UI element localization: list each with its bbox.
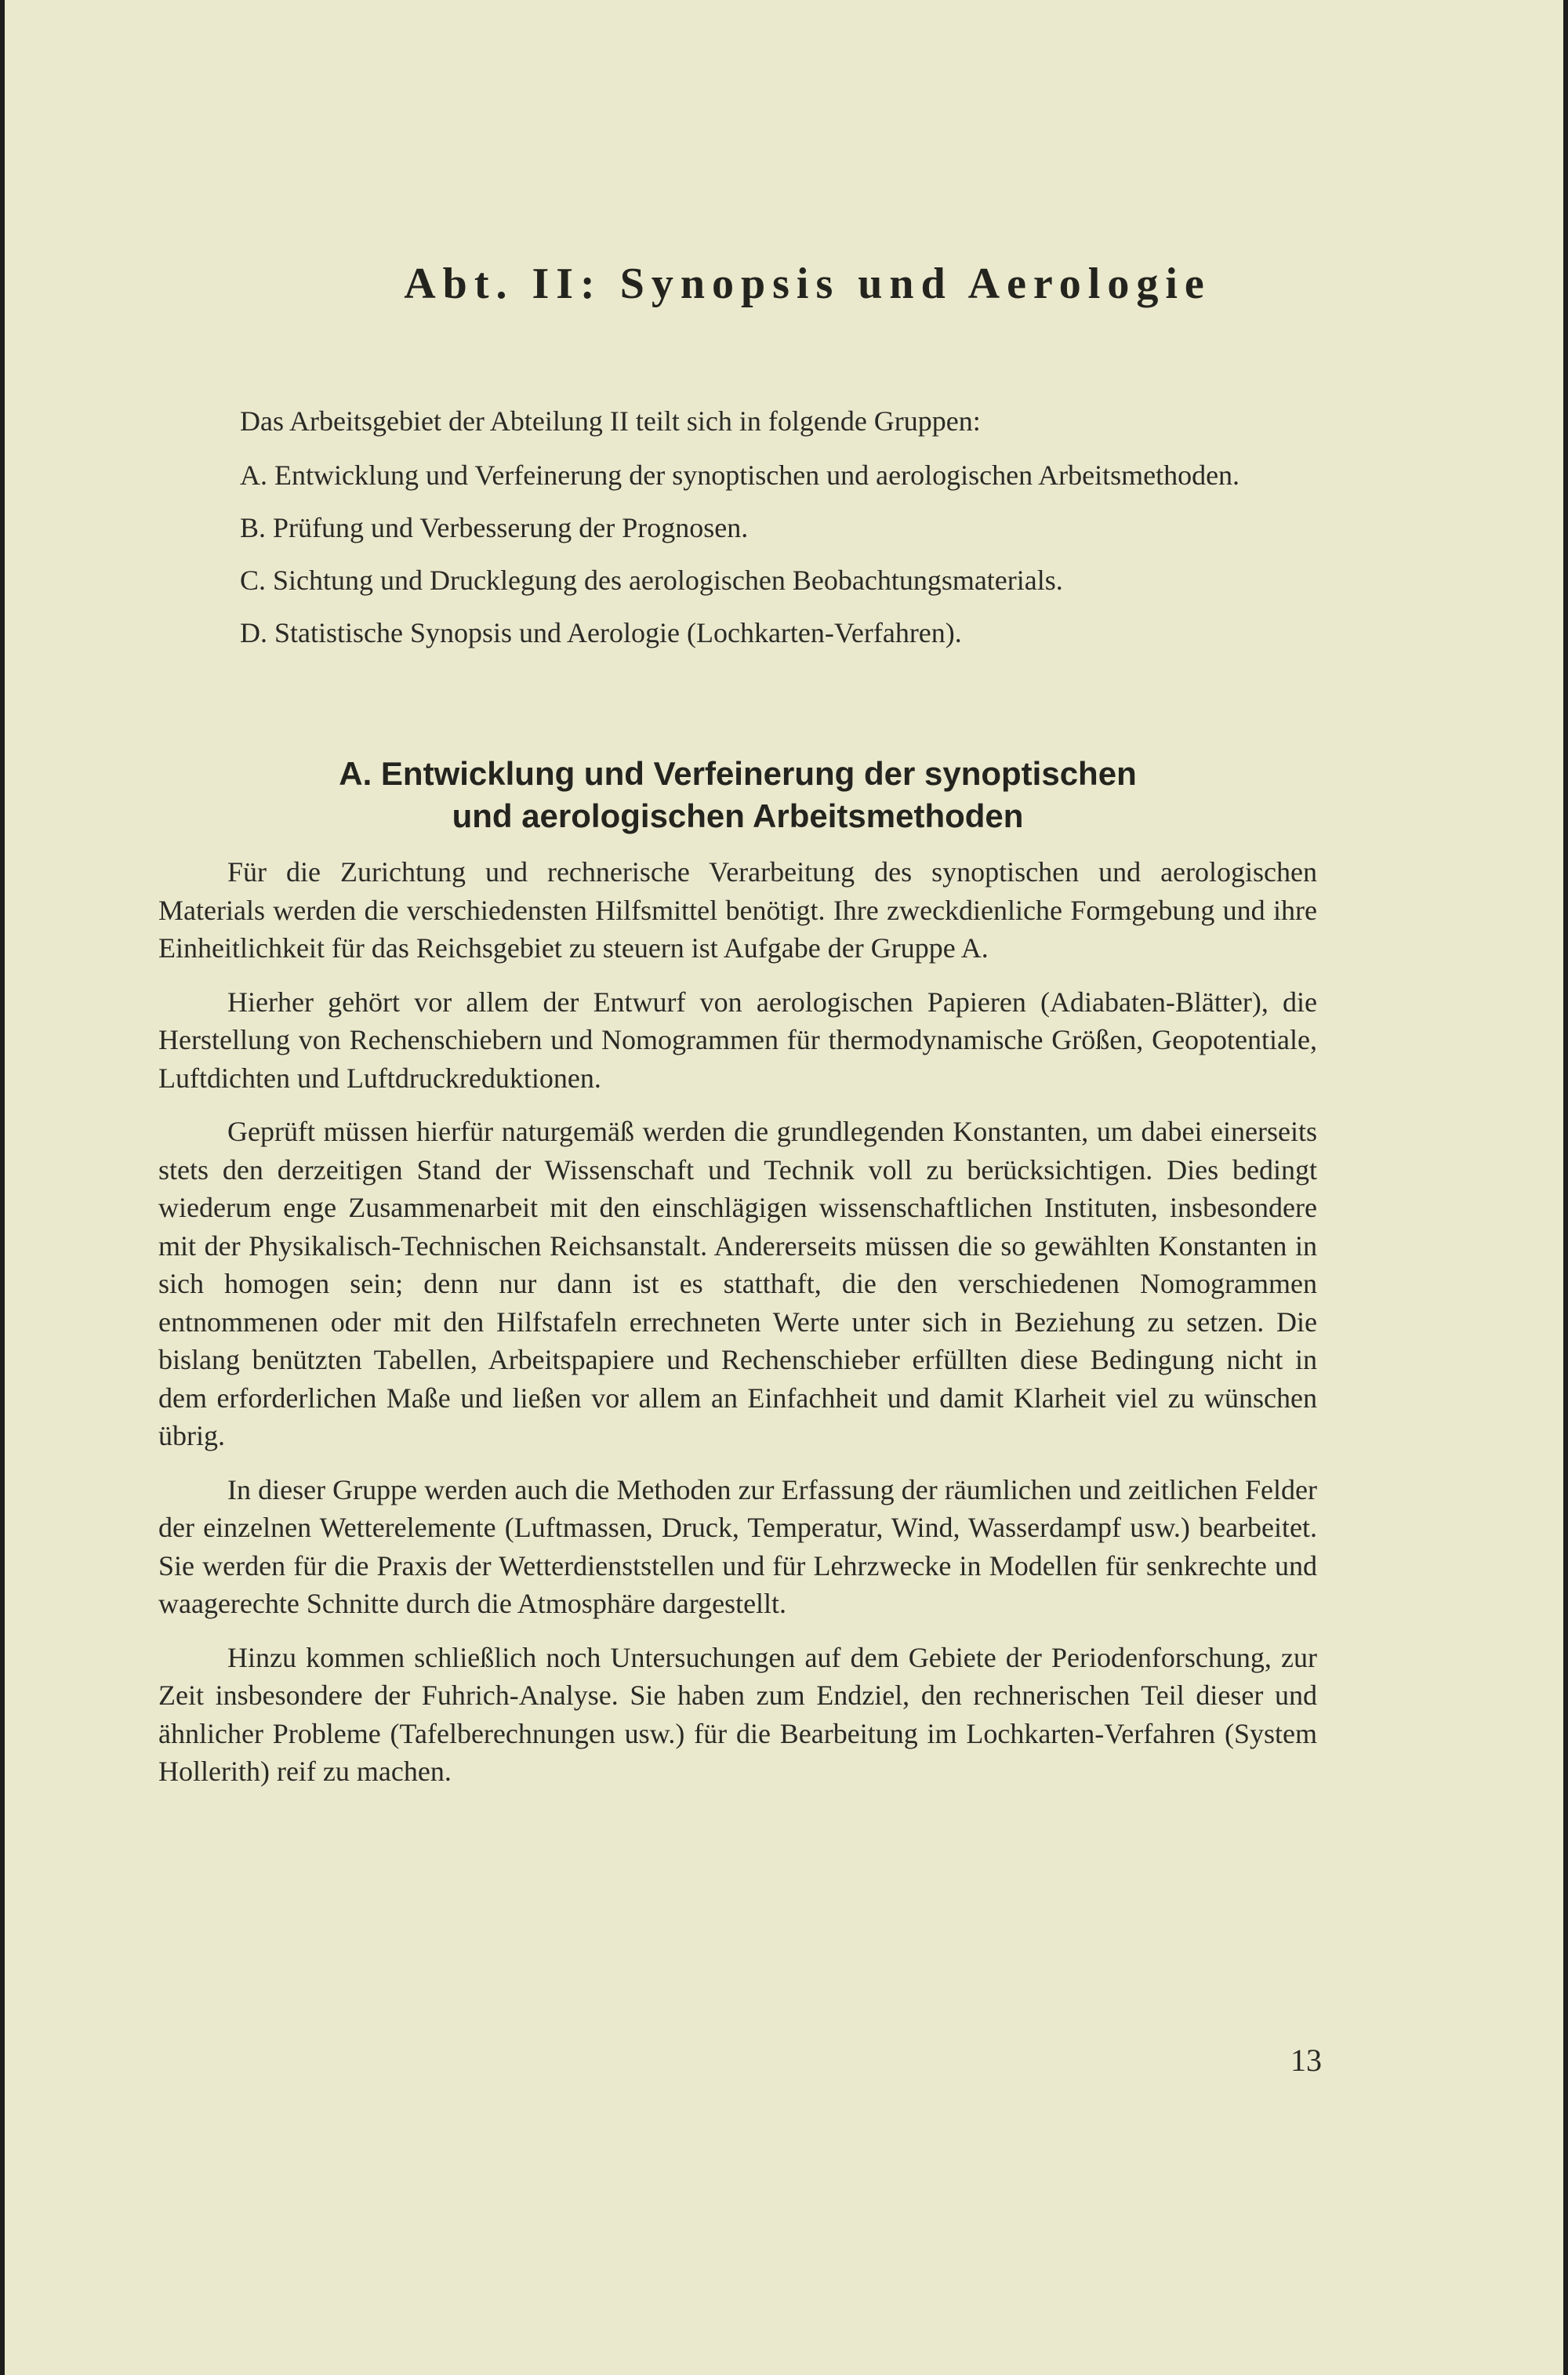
paragraph-2: Hierher gehört vor allem der Entwurf von aerologischen Papieren (Adiabaten-Blätter), die Herstellung von Rechenschiebern und Nomogrammen für thermodynamische Größen, Geopotentiale, Luftdichten und Luftdruckreduktionen. <box>158 986 1317 1094</box>
intro-block <box>158 400 1317 664</box>
paragraph-5: Hinzu kommen schließlich noch Untersuchungen auf dem Gebiete der Periodenforschung, zur Zeit insbesondere der Fuhrich-Analyse. Sie haben zum Endziel, den rechnerischen Teil dieser und ähnlicher Probleme (Tafelberechnungen usw.) für die Bearbeitung im Lochkarten-Verfahren (System Hollerith) reif zu machen. <box>158 1641 1317 1787</box>
section-heading-line-1: A. Entwicklung und Verfeinerung der synoptischen <box>339 755 1137 792</box>
group-item-a: A. Entwicklung und Verfeinerung der synoptischen und aerologischen Arbeitsmethoden. <box>240 459 1240 491</box>
group-item-d: D. Statistische Synopsis und Aerologie (Lochkarten-Verfahren). <box>240 617 962 648</box>
scanned-page <box>5 0 1563 2375</box>
section-heading <box>158 753 1317 837</box>
group-item-c: C. Sichtung und Drucklegung des aerologischen Beobachtungsmaterials. <box>240 565 1063 596</box>
body-text <box>158 853 1317 1807</box>
page-number: 13 <box>1290 2043 1322 2078</box>
paragraph-1: Für die Zurichtung und rechnerische Verarbeitung des synoptischen und aerologischen Materials werden die verschiedensten Hilfsmittel benötigt. Ihre zweckdienliche Formgebung und ihre Einheitlichkeit für das Reichsgebiet zu steuern ist Aufgabe der Gruppe A. <box>158 856 1317 964</box>
paragraph-4: In dieser Gruppe werden auch die Methoden zur Erfassung der räumlichen und zeitlichen Felder der einzelnen Wetterelemente (Luftmassen, Druck, Temperatur, Wind, Wasserdampf usw.) bearbeitet. Sie werden für die Praxis der Wetterdienststellen und für Lehrzwecke in Modellen für senkrechte und waagerechte Schnitte durch die Atmosphäre dargestellt. <box>158 1473 1317 1619</box>
intro-sentence: Das Arbeitsgebiet der Abteilung II teilt sich in folgende Gruppen: <box>240 405 981 437</box>
page-title: Abt. II: Synopsis und Aerologie <box>404 260 1211 308</box>
paragraph-3: Geprüft müssen hierfür naturgemäß werden die grundlegenden Konstanten, um dabei einerseits stets den derzeitigen Stand der Wissenschaft und Technik voll zu berücksichtigen. Dies bedingt wiederum enge Zusammenarbeit mit den einschlägigen wissenschaftlichen Instituten, insbesondere mit der Physikalisch-Technischen Reichsanstalt. Andererseits müssen die so gewählten Konstanten in sich homogen sein; denn nur dann ist es statthaft, die den verschiedenen Nomogrammen entnommenen oder mit den Hilfstafeln errechneten Werte unter sich in Beziehung zu setzen. Die bislang benützten Tabellen, Arbeitspapiere und Rechenschieber erfüllten diese Bedingung nicht in dem erforderlichen Maße und ließen vor allem an Einfachheit und damit Klarheit viel zu wünschen übrig. <box>158 1116 1317 1451</box>
section-heading-line-2: und aerologischen Arbeitsmethoden <box>452 797 1024 834</box>
group-item-b: B. Prüfung und Verbesserung der Prognosen. <box>240 512 749 543</box>
